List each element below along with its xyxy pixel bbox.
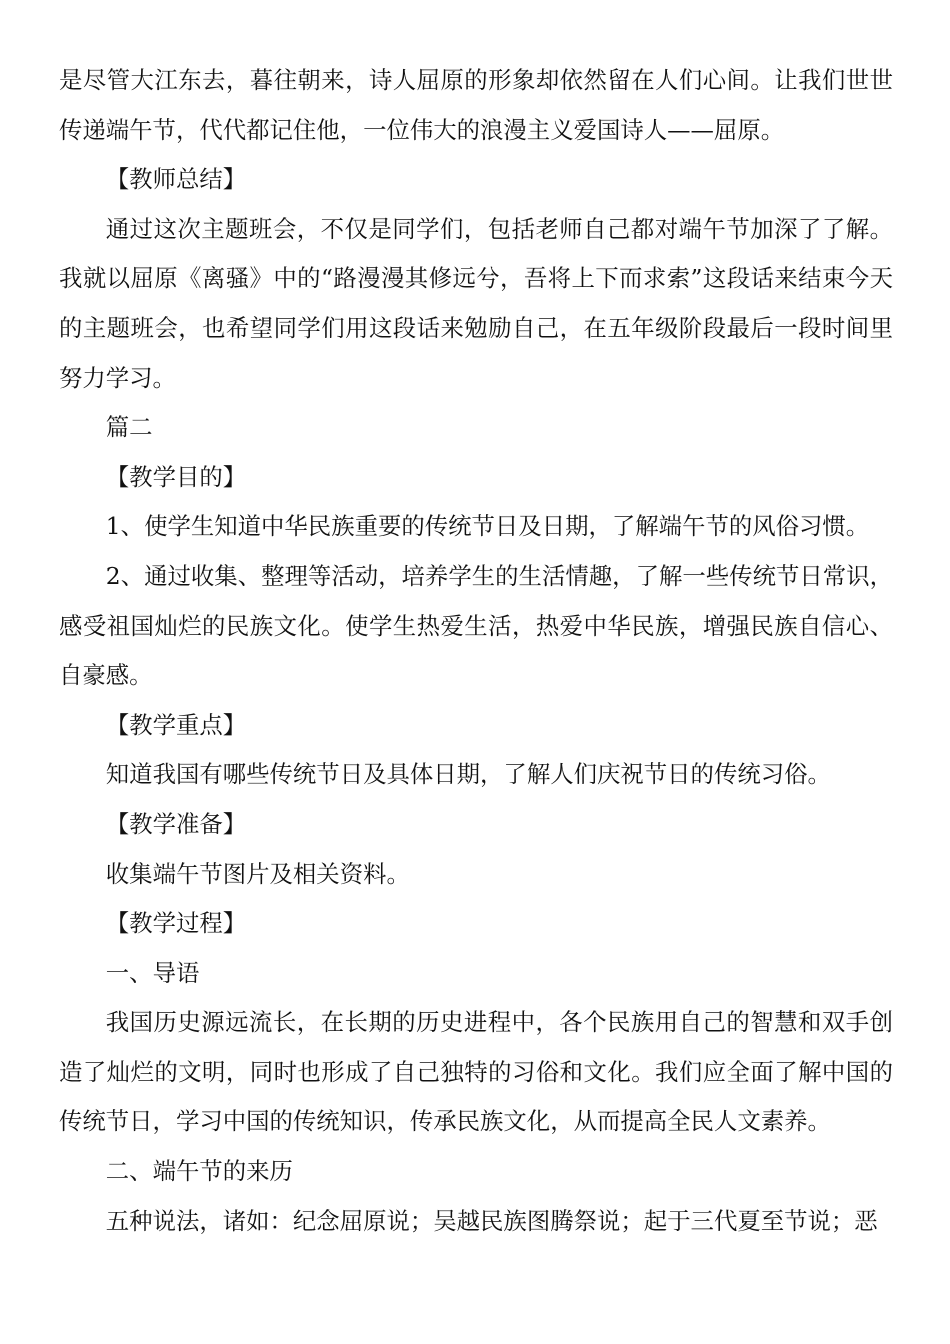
paragraph-continuation: 是尽管大江东去，暮往朝来，诗人屈原的形象却依然留在人们心间。让我们世世传递端午节，代代都记住他，一位伟大的浪漫主义爱国诗人——屈原。 <box>59 66 893 144</box>
subheading-origin: 二、端午节的来历 <box>105 1157 293 1186</box>
list-item-goal-1: 1、使学生知道中华民族重要的传统节日及日期，了解端午节的风俗习惯。 <box>105 512 870 541</box>
list-item-goal-2: 2、通过收集、整理等活动，培养学生的生活情趣，了解一些传统节日常识，感受祖国灿烂的民族文化。使学生热爱生活，热爱中华民族，增强民族自信心、自豪感。 <box>59 561 893 690</box>
part-heading: 篇二 <box>105 413 153 442</box>
paragraph-summary: 通过这次主题班会，不仅是同学们，包括老师自己都对端午节加深了了解。我就以屈原《离骚》中的“路漫漫其修远兮，吾将上下而求索”这段话来结束今天的主题班会，也希望同学们用这段话来勉励自己，在五年级阶段最后一段时间里努力学习。 <box>59 214 893 392</box>
section-heading-teacher-summary: 【教师总结】 <box>105 165 247 194</box>
subheading-introduction: 一、导语 <box>105 958 200 987</box>
paragraph-introduction: 我国历史源远流长，在长期的历史进程中，各个民族用自己的智慧和双手创造了灿烂的文明，同时也形成了自己独特的习俗和文化。我们应全面了解中国的传统节日，学习中国的传统知识，传承民族文化，从而提高全民人文素养。 <box>59 1008 893 1136</box>
paragraph-key-points: 知道我国有哪些传统节日及具体日期，了解人们庆祝节日的传统习俗。 <box>105 760 831 789</box>
paragraph-preparation: 收集端午节图片及相关资料。 <box>105 859 410 888</box>
document-page <box>59 56 893 1246</box>
section-heading-process: 【教学过程】 <box>105 909 247 938</box>
section-heading-key-points: 【教学重点】 <box>105 710 247 739</box>
section-heading-teaching-goals: 【教学目的】 <box>105 462 247 491</box>
section-heading-preparation: 【教学准备】 <box>105 809 247 838</box>
paragraph-origin: 五种说法，诸如：纪念屈原说；吴越民族图腾祭说；起于三代夏至节说；恶 <box>105 1206 878 1235</box>
